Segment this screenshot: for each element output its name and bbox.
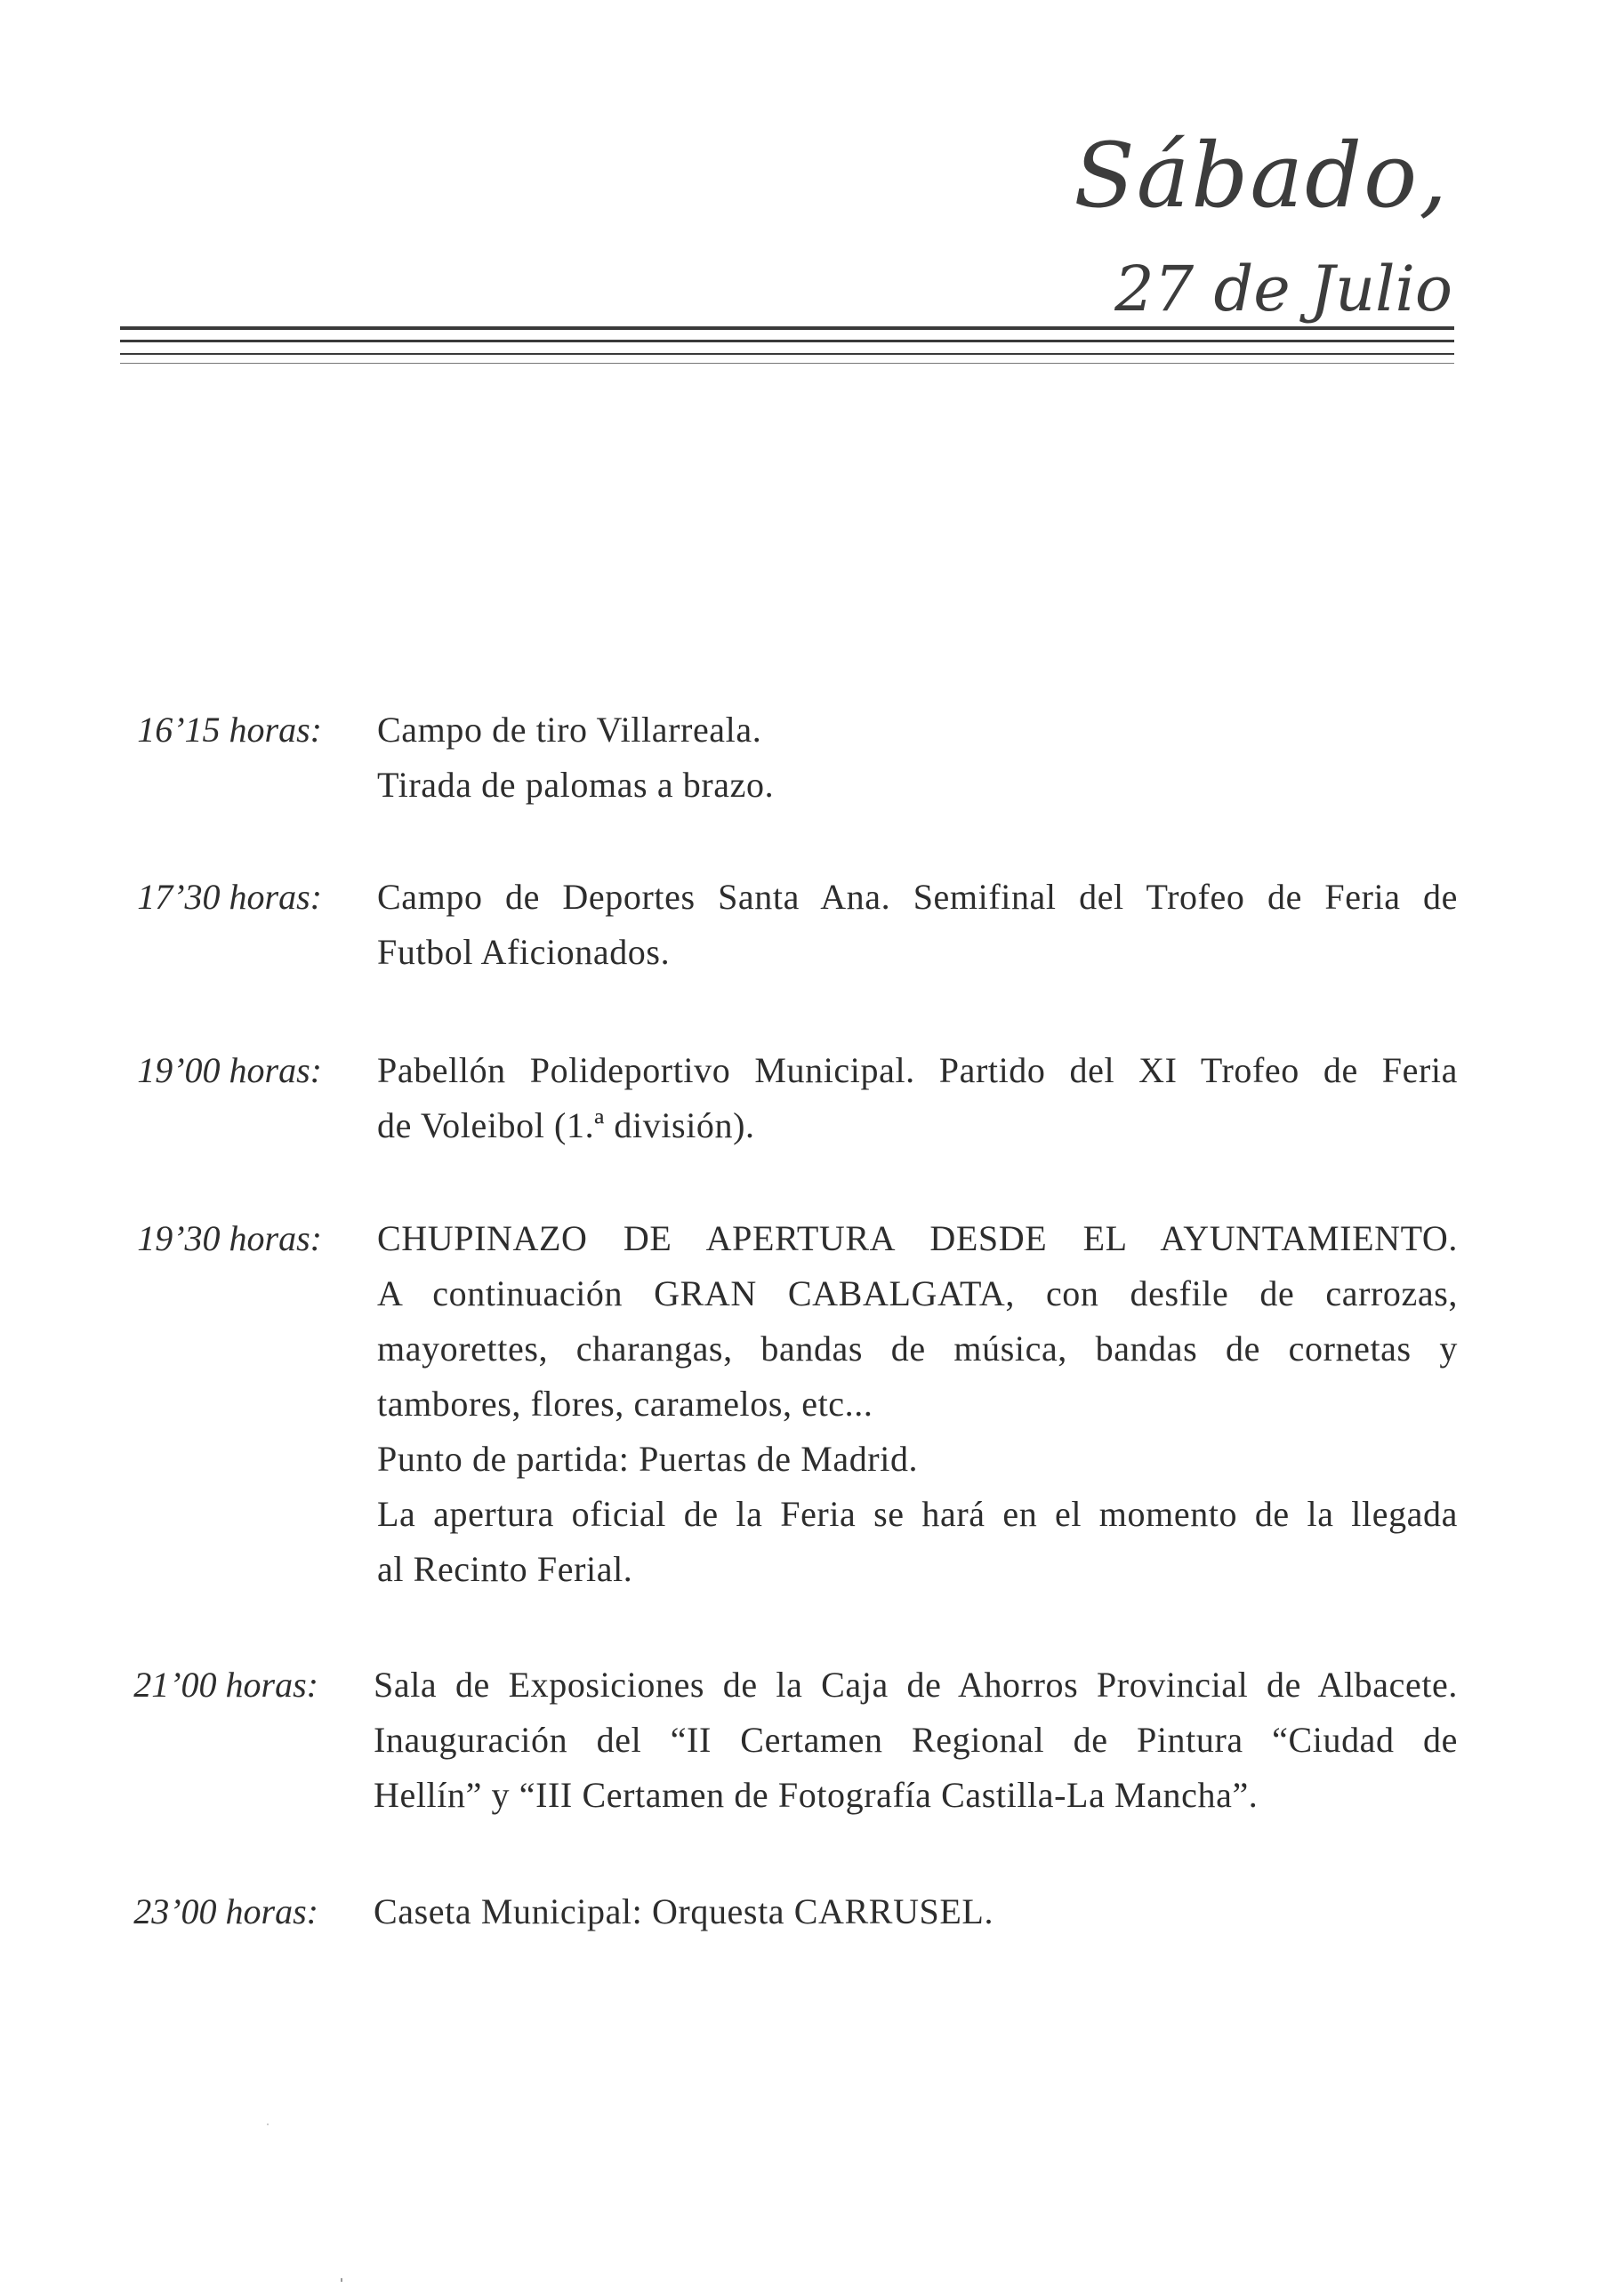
description-line: Caseta Municipal: Orquesta CARRUSEL.: [374, 1891, 994, 1931]
scan-speck: [267, 2123, 269, 2125]
description-line: de Voleibol (1.ª división).: [377, 1105, 755, 1145]
description-line: tambores, flores, caramelos, etc...: [377, 1384, 873, 1424]
description-line: Tirada de palomas a brazo.: [377, 765, 775, 805]
day-heading: Sábado,: [1074, 124, 1449, 228]
event-time: 16’15 horas:: [137, 710, 322, 750]
event-description: [377, 1043, 1458, 1153]
header-rule: [120, 353, 1454, 355]
description-line: al Recinto Ferial.: [377, 1549, 633, 1589]
description-line: Punto de partida: Puertas de Madrid.: [377, 1439, 919, 1479]
scan-speck: [341, 2278, 342, 2282]
header-rule: [120, 326, 1454, 330]
description-line: Hellín” y “III Certamen de Fotografía Castilla-La Mancha”.: [374, 1775, 1259, 1815]
event-description: [377, 1211, 1458, 1597]
event-time: 23’00 horas:: [133, 1891, 318, 1931]
description-line: mayorettes, charangas, bandas de música, bandas de cornetas y: [377, 1329, 1458, 1369]
event-description: [377, 702, 1458, 813]
event-description: [374, 1658, 1458, 1823]
description-line: Sala de Exposiciones de la Caja de Ahorros Provincial de Albacete.: [374, 1665, 1458, 1705]
event-time: 19’00 horas:: [137, 1050, 322, 1090]
description-line: CHUPINAZO DE APERTURA DESDE EL AYUNTAMIENTO.: [377, 1218, 1458, 1258]
event-description: [374, 1884, 1454, 1939]
event-time: 21’00 horas:: [133, 1665, 318, 1705]
description-line: La apertura oficial de la Feria se hará en el momento de la llegada: [377, 1494, 1458, 1534]
header-rule: [120, 340, 1454, 342]
event-time: 17’30 horas:: [137, 877, 322, 917]
description-line: Pabellón Polideportivo Municipal. Partido del XI Trofeo de Feria: [377, 1050, 1458, 1090]
description-line: Futbol Aficionados.: [377, 932, 671, 972]
description-line: Inauguración del “II Certamen Regional de Pintura “Ciudad de: [374, 1720, 1458, 1760]
date-heading: 27 de Julio: [1114, 253, 1452, 325]
header-rule: [120, 363, 1454, 364]
description-line: Campo de Deportes Santa Ana. Semifinal del Trofeo de Feria de: [377, 877, 1458, 917]
event-description: [377, 870, 1458, 980]
event-time: 19’30 horas:: [137, 1218, 322, 1258]
description-line: A continuación GRAN CABALGATA, con desfile de carrozas,: [377, 1273, 1458, 1313]
description-line: Campo de tiro Villarreala.: [377, 710, 762, 750]
